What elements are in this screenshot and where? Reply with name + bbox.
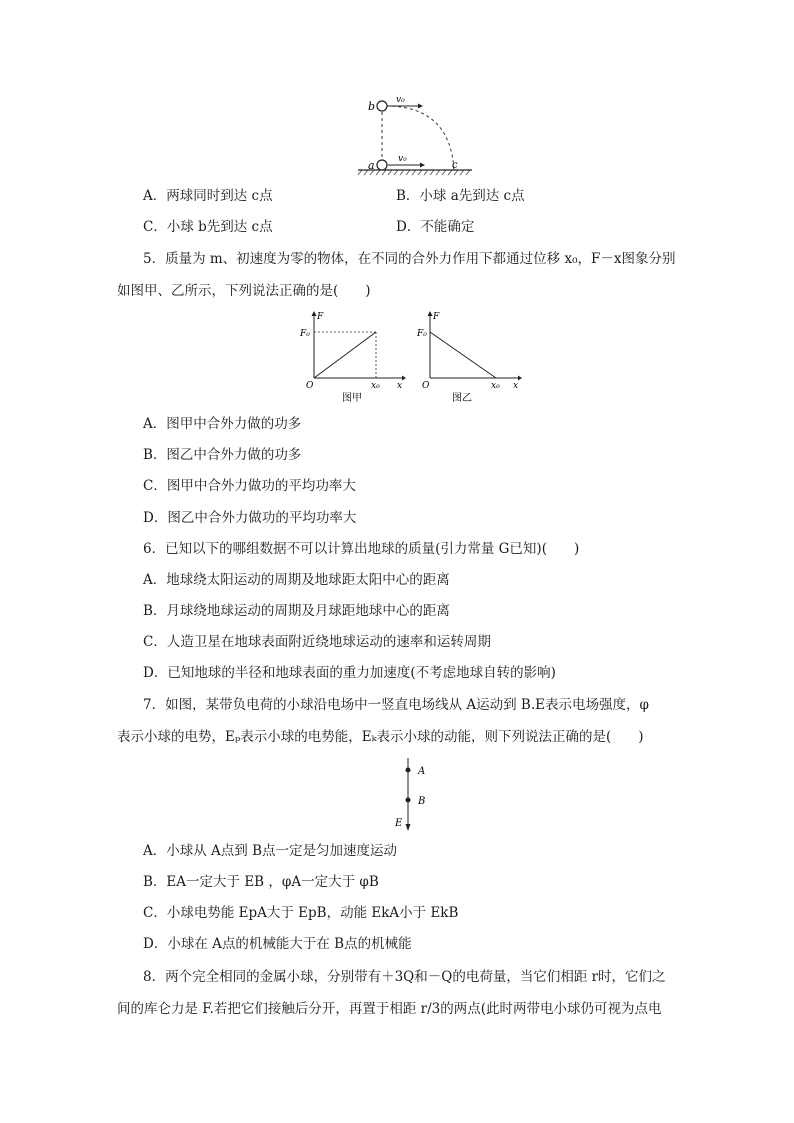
q5-stem-line2: 如图甲、乙所示，下列说法正确的是( ) (117, 283, 371, 299)
jia-ylabel: F (317, 312, 324, 322)
label-B: B (418, 796, 426, 807)
q6-option-d: D．已知地球的半径和地球表面的重力加速度(不考虑地球自转的影响) (143, 665, 556, 681)
q7-option-c: C．小球电势能 EpA大于 EpB，动能 EkA小于 EkB (143, 905, 459, 921)
q7-option-d: D．小球在 A点的机械能大于在 B点的机械能 (143, 936, 412, 952)
graph-jia (296, 308, 408, 404)
field-line-figure (386, 756, 436, 836)
q4-option-c: C．小球 b先到达 c点 (143, 219, 273, 235)
label-v0-bottom: v₀ (398, 154, 407, 164)
q7-option-a: A．小球从 A点到 B点一定是匀加速度运动 (143, 843, 398, 859)
q5-option-a: A．图甲中合外力做的功多 (143, 416, 302, 432)
q4-option-a: A．两球同时到达 c点 (143, 188, 273, 204)
q7-stem-line1: 7．如图，某带负电荷的小球沿电场中一竖直电场线从 A运动到 B.E表示电场强度，φ (143, 697, 649, 713)
yi-xlabel: x (513, 381, 519, 391)
label-E: E (395, 818, 403, 829)
q6-stem: 6．已知以下的哪组数据不可以计算出地球的质量(引力常量 G已知)( ) (143, 541, 580, 557)
yi-xtick: x₀ (491, 381, 500, 391)
ball-b (377, 101, 387, 111)
q4-option-b: B．小球 a先到达 c点 (396, 188, 525, 204)
point-A (406, 768, 411, 773)
point-B (406, 798, 411, 803)
label-c: c (452, 160, 458, 171)
q5-option-d: D．图乙中合外力做功的平均功率大 (143, 510, 357, 526)
jia-ytick: F₀ (300, 329, 310, 339)
yi-ylabel: F (433, 312, 440, 322)
q6-option-a: A．地球绕太阳运动的周期及地球距太阳中心的距离 (143, 572, 450, 588)
label-a: a (368, 159, 375, 172)
jia-xlabel: x (397, 381, 403, 391)
yi-ytick: F₀ (417, 329, 427, 339)
yi-caption: 图乙 (452, 393, 472, 404)
q5-stem-line1: 5．质量为 m、初速度为零的物体，在不同的合外力作用下都通过位移 x₀，F－x图象分别 (143, 251, 676, 267)
jia-caption: 图甲 (342, 393, 362, 404)
jia-xtick: x₀ (371, 381, 380, 391)
yi-origin: O (422, 381, 430, 391)
q7-option-b: B．EA一定大于 EB ，φA一定大于 φB (143, 874, 379, 890)
q5-option-b: B．图乙中合外力做的功多 (143, 447, 302, 463)
label-b: b (368, 100, 376, 113)
ball-a (377, 160, 387, 170)
label-A: A (418, 766, 426, 777)
q8-stem-line2: 间的库仑力是 F.若把它们接触后分开，再置于相距 r/3的两点(此时两带电小球仍可视为点电 (117, 1001, 662, 1017)
graph-yi (414, 308, 526, 404)
jia-origin: O (306, 381, 314, 391)
q5-option-c: C．图甲中合外力做功的平均功率大 (143, 478, 356, 494)
q8-stem-line1: 8．两个完全相同的金属小球，分别带有＋3Q和－Q的电荷量，当它们相距 r时，它们之 (143, 969, 666, 985)
q7-stem-line2: 表示小球的电势，Eₚ表示小球的电势能，Eₖ表示小球的动能，则下列说法正确的是( ) (117, 729, 644, 745)
q6-option-c: C．人造卫星在地球表面附近绕地球运动的速率和运转周期 (143, 634, 491, 650)
projectile-figure (350, 94, 480, 180)
q6-option-b: B．月球绕地球运动的周期及月球距地球中心的距离 (143, 603, 450, 619)
label-v0-top: v₀ (396, 95, 405, 105)
q4-option-d: D．不能确定 (396, 219, 475, 235)
